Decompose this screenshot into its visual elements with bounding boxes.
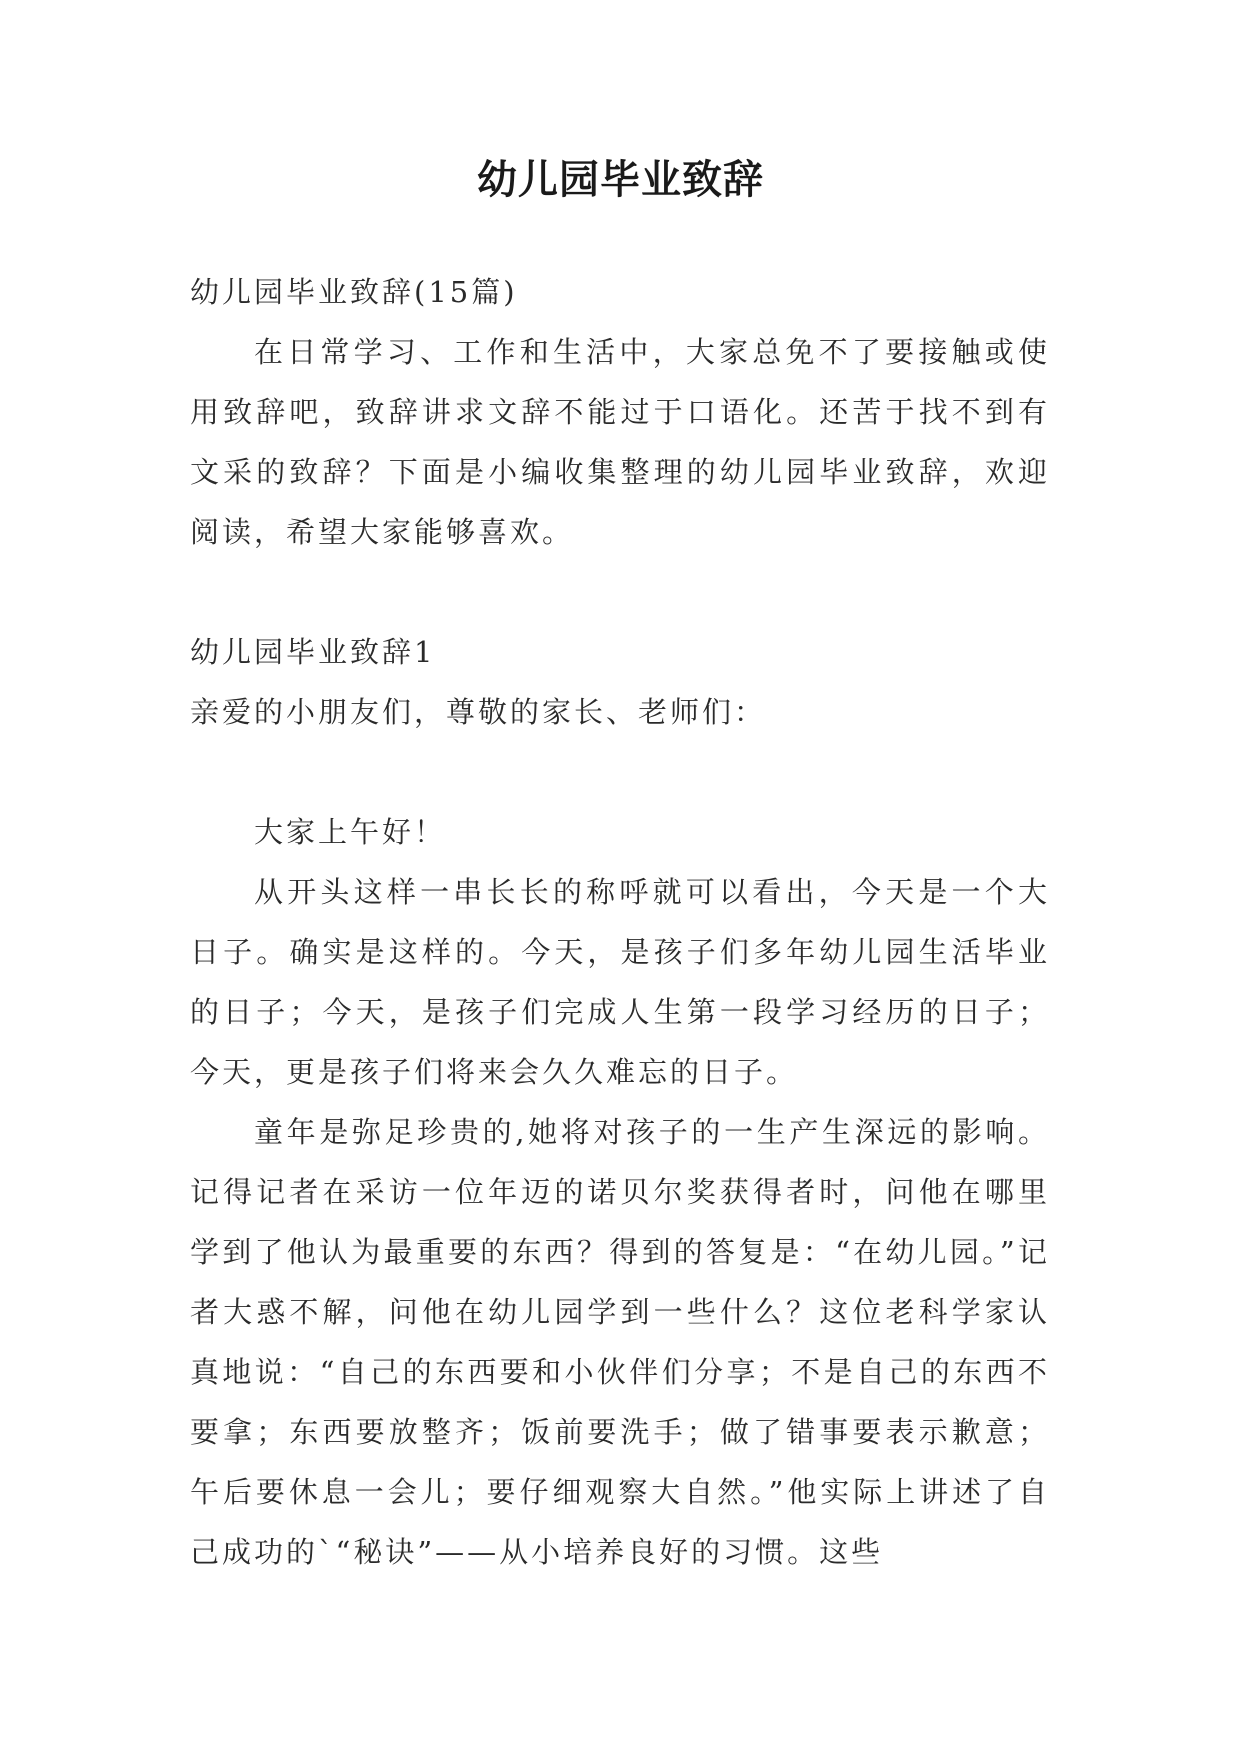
greeting: 大家上午好！ — [254, 815, 447, 849]
blank-line — [190, 742, 1050, 802]
blank-line — [190, 562, 1050, 622]
document-body — [190, 262, 1050, 1582]
body-paragraph-2: 童年是弥足珍贵的,她将对孩子的一生产生深远的影响。记得记者在采访一位年迈的诺贝尔奖获得者时，问他在哪里学到了他认为最重要的东西？得到的答复是：“在幼儿园。”记者大惑不解，问他在幼儿园学到一些什么？这位老科学家认真地说：“自己的东西要和小伙伴们分享；不是自己的东西不要拿；东西要放整齐；饭前要洗手；做了错事要表示歉意；午后要休息一会儿；要仔细观察大自然。”他实际上讲述了自己成功的`“秘诀”——从小培养良好的习惯。这些 — [190, 1115, 1050, 1569]
body-paragraph-1: 从开头这样一串长长的称呼就可以看出，今天是一个大日子。确实是这样的。今天，是孩子们多年幼儿园生活毕业的日子；今天，是孩子们完成人生第一段学习经历的日子；今天，更是孩子们将来会久久难忘的日子。 — [190, 875, 1050, 1089]
section-heading: 幼儿园毕业致辞1 — [190, 635, 436, 669]
document-title: 幼儿园毕业致辞 — [477, 156, 764, 203]
intro-paragraph: 在日常学习、工作和生活中，大家总免不了要接触或使用致辞吧，致辞讲求文辞不能过于口语化。还苦于找不到有文采的致辞？下面是小编收集整理的幼儿园毕业致辞，欢迎阅读，希望大家能够喜欢。 — [190, 335, 1050, 549]
salutation: 亲爱的小朋友们，尊敬的家长、老师们： — [190, 695, 767, 729]
document-subtitle: 幼儿园毕业致辞(15篇) — [190, 275, 518, 309]
